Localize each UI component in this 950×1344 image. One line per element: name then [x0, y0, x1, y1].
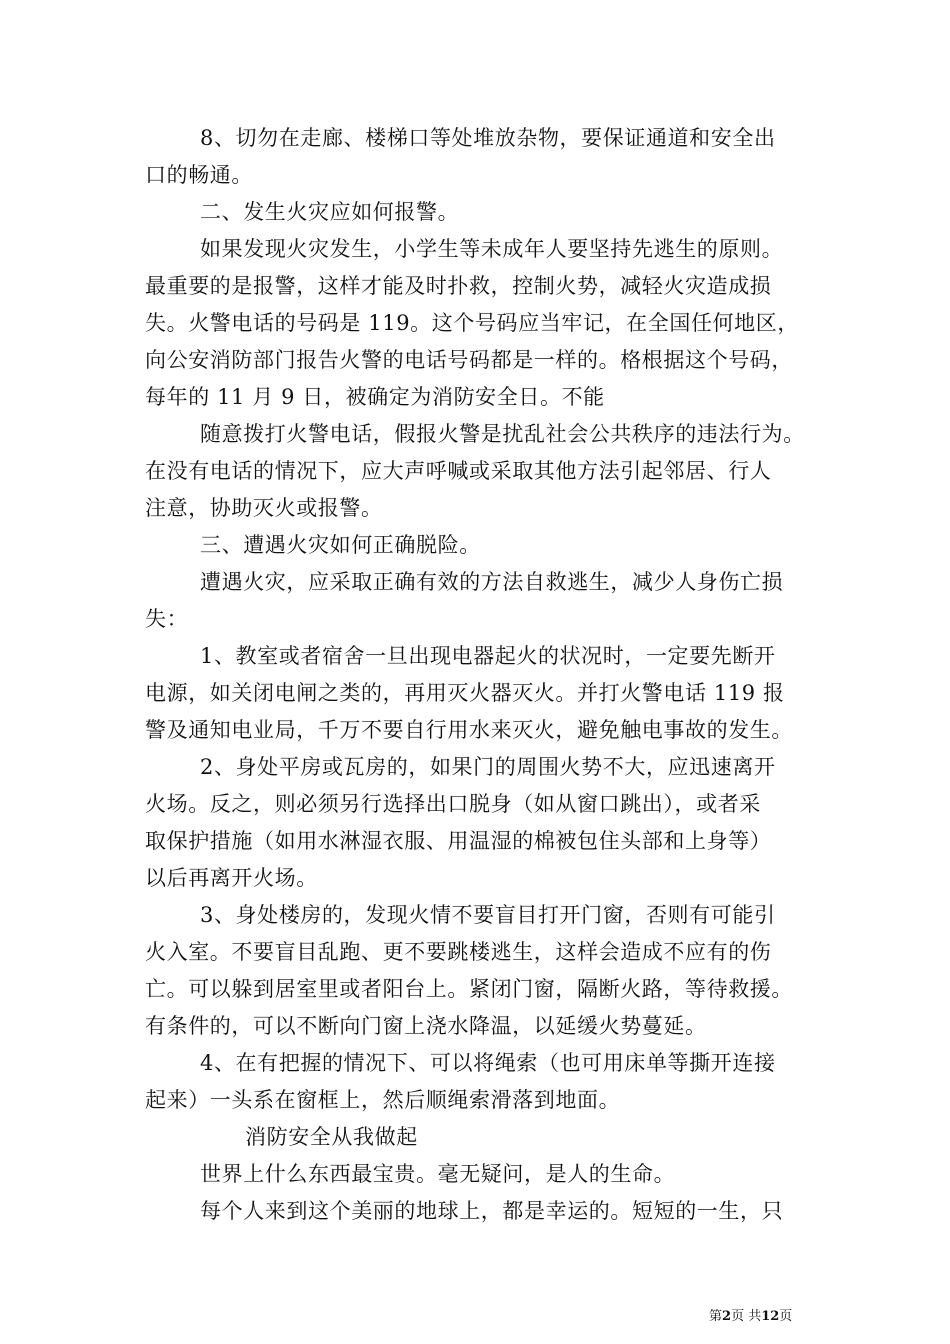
total-pages-number: 12: [761, 1309, 780, 1324]
paragraph-line: 每年的 11 月 9 日，被确定为消防安全日。不能: [145, 385, 605, 409]
paragraph-line: 警及通知电业局，千万不要自行用水来灭火，避免触电事故的发生。: [145, 718, 793, 742]
section-heading: 二、发生火灾应如何报警。: [200, 200, 460, 224]
paragraph-line: 8、切勿在走廊、楼梯口等处堆放杂物，要保证通道和安全出: [200, 126, 776, 150]
paragraph-line: 3、身处楼房的，发现火情不要盲目打开门窗，否则有可能引: [200, 903, 776, 927]
paragraph-line: 失。火警电话的号码是 119。这个号码应当牢记，在全国任何地区，: [145, 311, 799, 335]
paragraph-line: 1、教室或者宿舍一旦出现电器起火的状况时，一定要先断开: [200, 644, 776, 668]
paragraph-line: 起来）一头系在窗框上，然后顺绳索滑落到地面。: [145, 1088, 621, 1112]
current-page-number: 2: [722, 1309, 732, 1324]
paragraph-line: 火场。反之，则必须另行选择出口脱身（如从窗口跳出），或者采: [145, 792, 761, 816]
paragraph-line: 如果发现火灾发生，小学生等未成年人要坚持先逃生的原则。: [200, 237, 784, 261]
paragraph-line: 口的畅通。: [145, 163, 253, 187]
paragraph-line: 注意，协助灭火或报警。: [145, 496, 383, 520]
paragraph-line: 电源，如关闭电闸之类的，再用灭火器灭火。并打火警电话 119 报: [145, 681, 785, 705]
paragraph-line: 向公安消防部门报告火警的电话号码都是一样的。格根据这个号码，: [145, 348, 793, 372]
paragraph-line: 世界上什么东西最宝贵。毫无疑问，是人的生命。: [200, 1162, 676, 1186]
paragraph-line: 每个人来到这个美丽的地球上，都是幸运的。短短的一生，只: [200, 1199, 784, 1223]
paragraph-line: 随意拨打火警电话，假报火警是扰乱社会公共秩序的违法行为。: [200, 422, 805, 446]
paragraph-line: 最重要的是报警，这样才能及时扑救，控制火势，减轻火灾造成损: [145, 274, 772, 298]
paragraph-line: 火入室。不要盲目乱跑、更不要跳楼逃生，这样会造成不应有的伤: [145, 940, 772, 964]
paragraph-line: 4、在有把握的情况下、可以将绳索（也可用床单等撕开连接: [200, 1051, 776, 1075]
section-heading: 三、遭遇火灾如何正确脱险。: [200, 533, 481, 557]
footer-suffix: 页: [779, 1309, 793, 1324]
footer-middle: 页 共: [731, 1309, 762, 1324]
essay-title: 消防安全从我做起: [245, 1125, 418, 1149]
paragraph-line: 以后再离开火场。: [145, 866, 318, 890]
paragraph-line: 在没有电话的情况下，应大声呼喊或采取其他方法引起邻居、行人: [145, 459, 772, 483]
page-footer: [709, 1308, 792, 1326]
paragraph-line: 失：: [145, 607, 189, 631]
paragraph-line: 2、身处平房或瓦房的，如果门的周围火势不大，应迅速离开: [200, 755, 776, 779]
paragraph-line: 取保护措施（如用水淋湿衣服、用温湿的棉被包住头部和上身等）: [145, 829, 772, 853]
paragraph-line: 遭遇火灾，应采取正确有效的方法自救逃生，减少人身伤亡损: [200, 570, 784, 594]
paragraph-line: 有条件的，可以不断向门窗上浇水降温，以延缓火势蔓延。: [145, 1014, 707, 1038]
footer-prefix: 第: [709, 1309, 723, 1324]
paragraph-line: 亡。可以躲到居室里或者阳台上。紧闭门窗，隔断火路，等待救援。: [145, 977, 793, 1001]
